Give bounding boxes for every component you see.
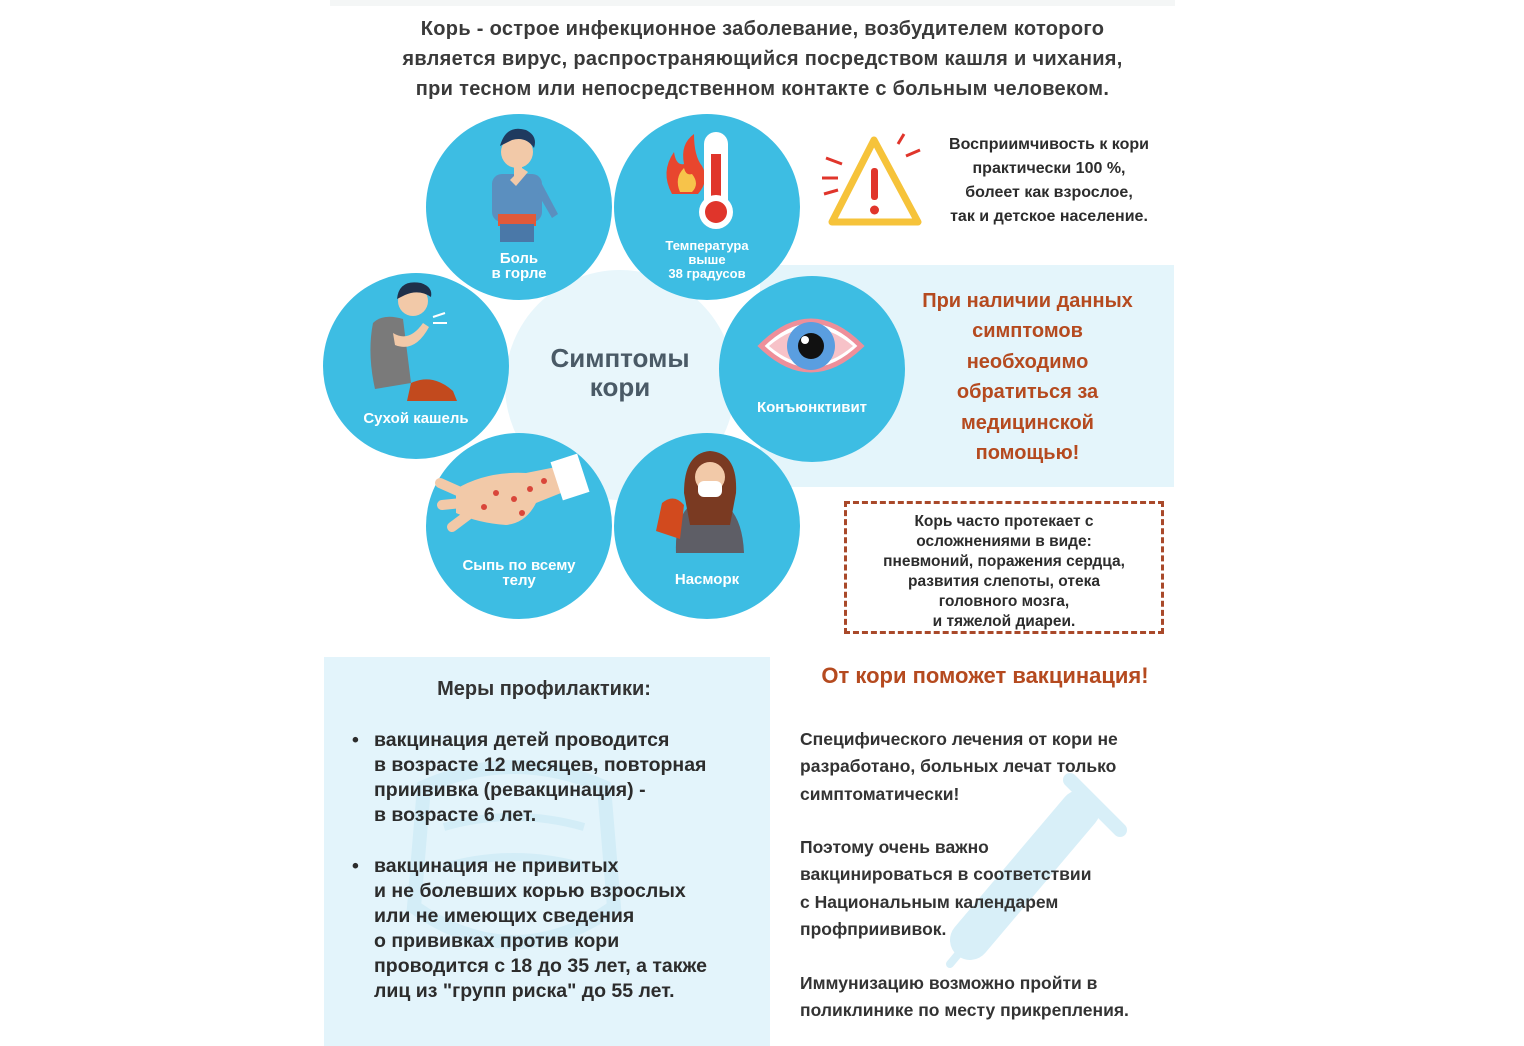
medical-advice — [895, 286, 1160, 468]
temperature-label-line-3: 38 градусов — [668, 266, 746, 281]
sore-throat-label-line-2: в горле — [491, 265, 547, 282]
complications-line-2: осложнениями в виде: — [916, 533, 1092, 550]
complications-line-5: головного мозга, — [938, 593, 1070, 610]
susceptibility-line-3: болеет как взрослое, — [965, 184, 1133, 201]
intro-line-1: Корь - острое инфекционное заболевание, возбудителем которого — [420, 18, 1105, 40]
sore-throat-label-line-1: Боль — [499, 250, 539, 267]
temperature-label — [614, 239, 800, 281]
warning-triangle-icon — [822, 128, 930, 236]
coughing-person-icon — [323, 273, 509, 459]
rash-label-line-1: Сыпь по всему — [462, 557, 576, 574]
rash-label-line-2: телу — [502, 572, 536, 589]
prevention-item-2-text: вакцинация не привитых и не болевших корью взрослых или не имеющих сведения о прививках против кори проводится с 18 до 35 лет, а также лиц из "групп риска" до 55 лет. — [374, 855, 707, 1002]
symptoms-title-line-2: кори — [589, 372, 651, 402]
bullet-icon: • — [352, 729, 359, 751]
susceptibility-line-2: практически 100 %, — [972, 160, 1126, 177]
advice-line-2: симптомов — [972, 320, 1083, 343]
intro-text — [340, 14, 1185, 104]
vaccination-paragraph-1: Специфического лечения от кори не разработано, больных лечат только симптоматически! — [800, 729, 1118, 804]
conjunctivitis-label-line-1: Конъюнктивит — [756, 399, 868, 416]
dry-cough-label-line-1: Сухой кашель — [363, 410, 469, 427]
advice-line-3: необходимо — [966, 350, 1089, 373]
complications-line-3: пневмоний, поражения сердца, — [883, 553, 1125, 570]
vaccination-paragraph-3: Иммунизацию возможно пройти в поликлинике по месту прикрепления. — [800, 973, 1129, 1021]
complications-line-1: Корь часто протекает с — [914, 513, 1094, 530]
intro-line-3: при тесном или непосредственном контакте с больным человеком. — [415, 78, 1110, 100]
complications-line-4: развития слепоты, отека — [908, 573, 1100, 590]
temperature-label-line-1: Температура — [665, 238, 749, 253]
symptom-temperature — [614, 114, 800, 300]
advice-line-6: помощью! — [975, 442, 1080, 465]
dry-cough-label — [323, 411, 509, 426]
rash-hand-icon — [426, 433, 612, 619]
symptoms-title-line-1: Симптомы — [550, 343, 690, 373]
runny-nose-label — [614, 572, 800, 587]
symptoms-title — [505, 344, 735, 402]
complications-box — [844, 501, 1164, 634]
susceptibility-line-1: Восприимчивость к кори — [949, 136, 1149, 153]
vaccination-heading: От кори поможет вакцинация! — [821, 663, 1149, 688]
bullet-icon: • — [352, 855, 359, 877]
susceptibility-note — [925, 133, 1173, 229]
conjunctivitis-label — [719, 400, 905, 415]
symptom-runny-nose — [614, 433, 800, 619]
advice-line-5: медицинской — [961, 411, 1094, 434]
advice-line-4: обратиться за — [956, 381, 1099, 404]
vaccination-paragraph-2: Поэтому очень важно вакцинироваться в соответствии с Национальным календарем профприививок. — [800, 837, 1092, 939]
prevention-item-1-text: вакцинация детей проводится в возрасте 12 месяцев, повторная приививка (ревакцинация) - в возрасте 6 лет. — [374, 729, 707, 826]
advice-line-1: При наличии данных — [922, 290, 1133, 312]
sneezing-woman-icon — [614, 433, 800, 619]
rash-label — [426, 558, 612, 588]
temperature-label-line-2: выше — [688, 252, 726, 267]
symptom-rash — [426, 433, 612, 619]
complications-line-6: и тяжелой диареи. — [932, 613, 1076, 630]
intro-line-2: является вирус, распространяющийся посредством кашля и чихания, — [402, 48, 1123, 70]
susceptibility-line-4: так и детское население. — [950, 208, 1148, 225]
top-strip — [330, 0, 1175, 6]
runny-nose-label-line-1: Насморк — [674, 571, 740, 588]
symptom-dry-cough — [323, 273, 509, 459]
prevention-title: Меры профилактики: — [437, 678, 651, 700]
